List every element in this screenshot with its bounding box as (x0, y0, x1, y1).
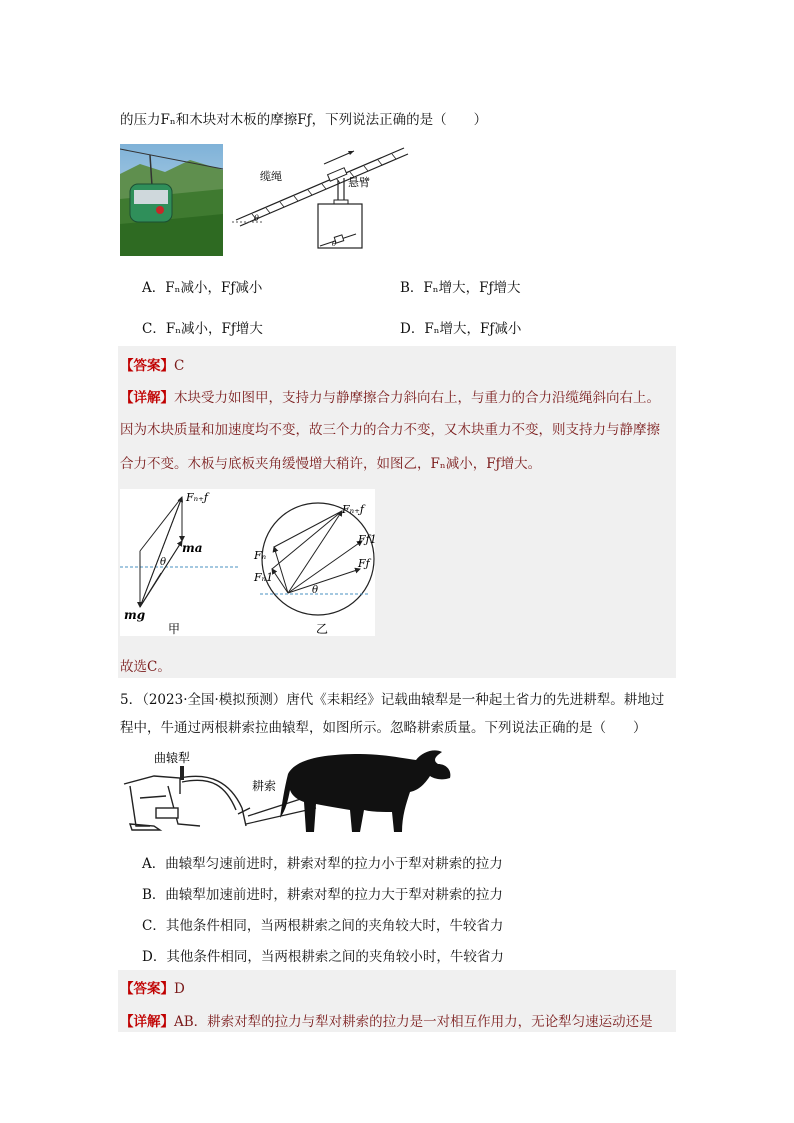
plough-ox-figure (120, 746, 455, 838)
question-5-stem-1: 5．（2023·全国·模拟预测）唐代《耒耜经》记载曲辕犁是一种起土省力的先进耕犁。耕地过 (120, 692, 665, 708)
option-a[interactable]: A．曲辕犁匀速前进时，耕索对犁的拉力小于犁对耕索的拉力 (142, 856, 503, 872)
cable-label: 缆绳 (260, 170, 282, 183)
question-stem-line: 的压力Fₙ和木块对木板的摩擦Fƒ，下列说法正确的是（ ） (120, 112, 488, 128)
label-theta-b: θ (312, 585, 319, 596)
detail-line-2: 因为木块质量和加速度均不变，故三个力的合力不变，又木块重力不变，则支持力与静摩擦 (120, 422, 660, 438)
detail-tag: 【详解】 (120, 390, 174, 406)
answer-tag: 【答案】 (120, 358, 174, 374)
option-c[interactable]: C．其他条件相同，当两根耕索之间的夹角较大时，牛较省力 (142, 918, 504, 934)
label-ff: Fƒ (358, 557, 370, 570)
answer-value: D (174, 981, 185, 997)
label-ff1: Fƒ1 (358, 533, 375, 546)
option-letter: D． (400, 321, 425, 337)
force-diagram (120, 489, 375, 636)
answer-value: C (174, 358, 185, 374)
option-letter: B． (400, 280, 424, 296)
label-mg: mg (124, 608, 146, 622)
label-yi: 乙 (316, 622, 329, 636)
detail-line-3: 合力不变。木板与底板夹角缓慢增大稍许，如图乙，Fₙ减小，Fƒ增大。 (120, 456, 542, 472)
label-fnf: Fₙ₊ƒ (186, 491, 208, 504)
arm-label: 悬臂 (348, 176, 370, 189)
label-fn1: Fₙ1 (254, 571, 274, 584)
question-5-stem-2: 程中，牛通过两根耕索拉曲辕犁，如图所示。忽略耕索质量。下列说法正确的是（ ） (120, 720, 647, 736)
option-text: Fₙ减小，Fƒ减小 (165, 280, 263, 296)
label-jia: 甲 (168, 622, 181, 636)
svg-text:θ: θ (332, 240, 337, 248)
option-letter: A． (142, 280, 166, 296)
option-b[interactable]: B．曲辕犁加速前进时，耕索对犁的拉力大于犁对耕索的拉力 (142, 887, 503, 903)
cable-car-photo (120, 144, 223, 256)
detail-line-1: 【详解】木块受力如图甲，支持力与静摩擦合力斜向右上，与重力的合力沿缆绳斜向右上。 (120, 390, 660, 406)
detail-line-1: 【详解】AB．耕索对犁的拉力与犁对耕索的拉力是一对相互作用力，无论犁匀速运动还是 (120, 1014, 653, 1030)
option-b[interactable] (400, 276, 521, 296)
label-ma: ma (182, 541, 203, 555)
option-d[interactable] (400, 317, 521, 337)
option-text: Fₙ增大，Fƒ增大 (423, 280, 521, 296)
label-theta-a: θ (160, 557, 167, 568)
answer-line (120, 354, 184, 374)
rope-label: 耕索 (252, 779, 277, 793)
plough-label: 曲辕犁 (154, 751, 191, 765)
option-letter: C． (142, 321, 166, 337)
option-text: Fₙ减小，Fƒ增大 (165, 321, 263, 337)
label-fnf-b: Fₙ₊ƒ (342, 503, 364, 516)
option-c[interactable] (142, 317, 263, 337)
label-fn: Fₙ (254, 549, 267, 562)
option-a[interactable] (142, 276, 262, 296)
option-text: Fₙ增大，Fƒ减小 (424, 321, 522, 337)
answer-tag: 【答案】 (120, 981, 174, 997)
conclusion: 故选C。 (120, 659, 171, 675)
detail-tag: 【详解】 (120, 1014, 174, 1030)
option-d[interactable]: D．其他条件相同，当两根耕索之间的夹角较小时，牛较省力 (142, 949, 504, 965)
theta-label: θ (254, 214, 259, 223)
cable-arm-schematic (232, 142, 410, 250)
answer-line (120, 977, 185, 997)
